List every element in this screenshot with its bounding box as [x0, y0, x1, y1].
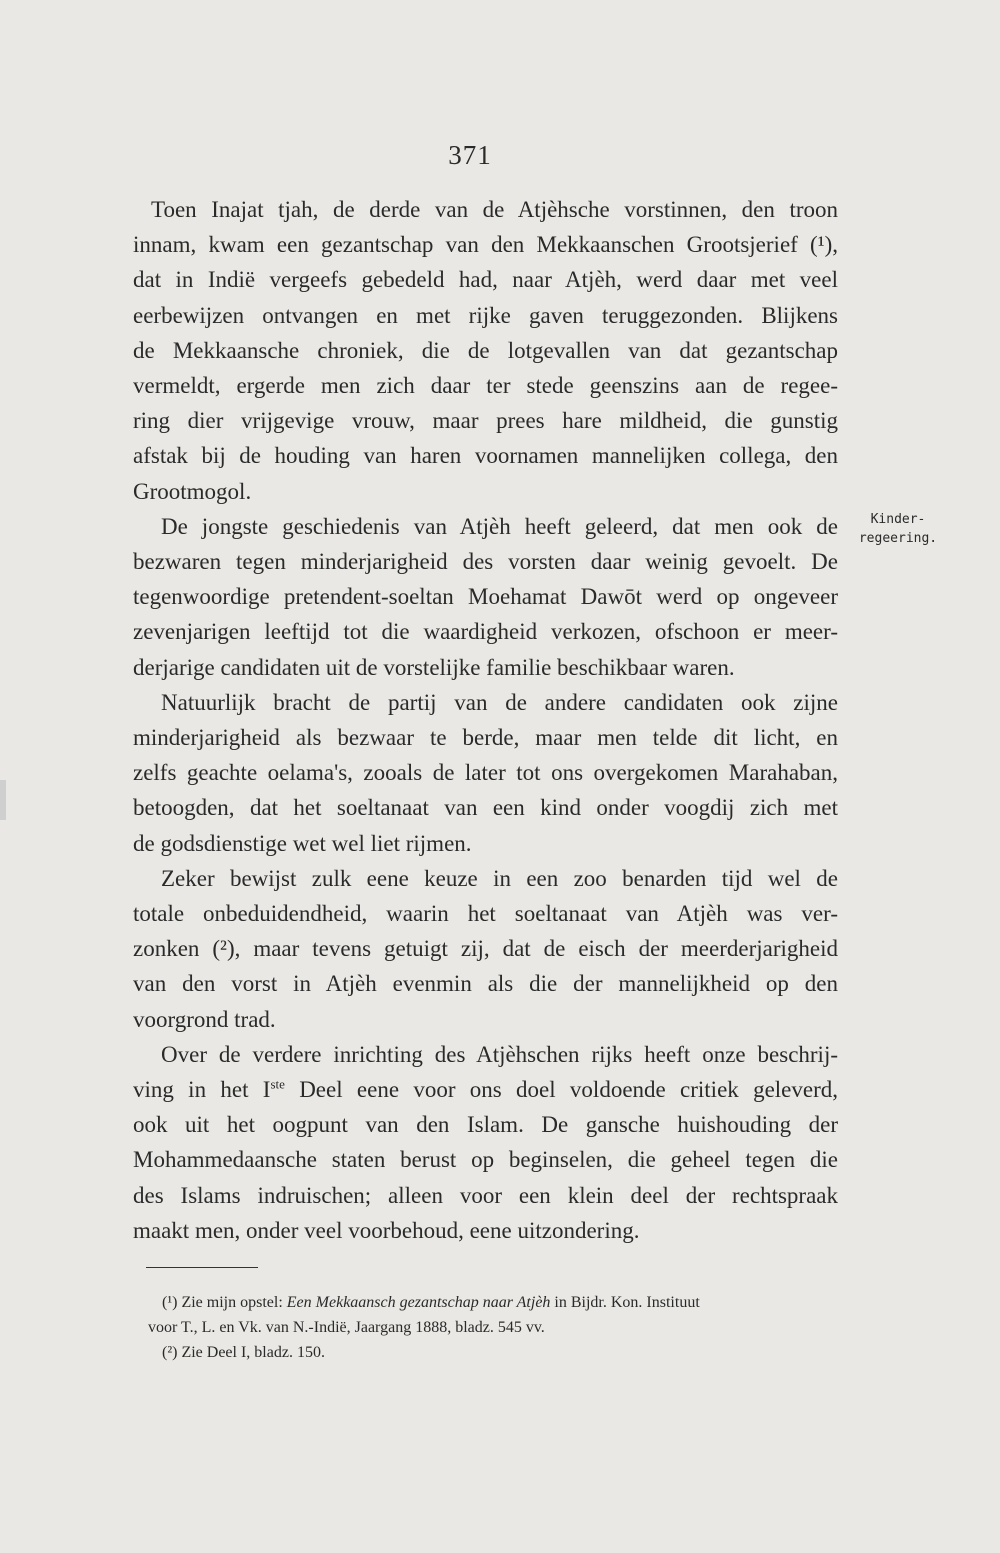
scan-edge-mark: [0, 780, 6, 820]
margin-note: [848, 510, 948, 548]
text-line: Grootmogol.: [133, 478, 252, 504]
paragraph-3: [133, 685, 838, 861]
text-line: maakt men, onder veel voorbehoud, eene uitzondering.: [133, 1217, 640, 1243]
text-line: afstak bij de houding van haren voornamen mannelijken collega, den: [133, 443, 838, 469]
text-line: voorgrond trad.: [133, 1006, 276, 1032]
text-line: De jongste geschiedenis van Atjèh heeft geleerd, dat men ook de: [161, 513, 838, 539]
footnote-text: Zie mijn opstel:: [181, 1294, 283, 1311]
text-line: zonken (²), maar tevens getuigt zij, dat de eisch der meerderjarigheid: [133, 936, 838, 962]
text-line: innam, kwam een gezantschap van den Mekkaanschen Grootsjerief (¹),: [133, 232, 838, 258]
text-line: eerbewijzen ontvangen en met rijke gaven teruggezonden. Blijkens: [133, 302, 838, 328]
paragraph-4: [133, 861, 838, 1037]
text-line: ring dier vrijgevige vrouw, maar prees hare mildheid, die gunstig: [133, 408, 838, 434]
footnote-rule: [146, 1267, 258, 1268]
text-line: derjarige candidaten uit de vorstelijke familie beschikbaar waren.: [133, 654, 735, 680]
text-line: Mohammedaansche staten berust op beginselen, die geheel tegen die: [133, 1147, 838, 1173]
footnote-text: in Bijdr. Kon. Instituut: [554, 1294, 700, 1311]
footnote-text: Zie Deel I, bladz. 150.: [181, 1344, 325, 1361]
text-line: de godsdienstige wet wel liet rijmen.: [133, 830, 472, 856]
body-text: [133, 192, 838, 1248]
text-line: des Islams indruischen; alleen voor een klein deel der rechtspraak: [133, 1182, 838, 1208]
text-line: de Mekkaansche chroniek, die de lotgevallen van dat gezantschap: [133, 337, 838, 363]
text-line: tegenwoordige pretendent-soeltan Moehamat Dawōt werd op ongeveer: [133, 584, 838, 610]
margin-note-line: regeering.: [858, 531, 938, 546]
page-number: 371: [448, 140, 492, 170]
footnote-marker: (¹): [162, 1294, 178, 1311]
text-line: Natuurlijk bracht de partij van de andere candidaten ook zijne: [161, 689, 838, 715]
footnote-1-continued: voor T., L. en Vk. van N.-Indië, Jaargang 1888, bladz. 545 vv.: [148, 1319, 545, 1336]
footnote-1: [148, 1290, 858, 1315]
footnote-marker: (²): [162, 1344, 178, 1361]
footnote-2: [148, 1340, 858, 1365]
paragraph-2: [133, 509, 838, 685]
footnote-title: Een Mekkaansch gezantschap naar Atjèh: [286, 1294, 551, 1311]
margin-note-line: Kinder-: [870, 512, 926, 527]
text-line: Zeker bewijst zulk eene keuze in een zoo benarden tijd wel de: [161, 865, 838, 891]
text-line: bezwaren tegen minderjarigheid des vorsten daar weinig gevoelt. De: [133, 549, 838, 575]
text-line: ving in het Iste Deel eene voor ons doel voldoende critiek geleverd,: [133, 1076, 838, 1103]
text-line: vermeldt, ergerde men zich daar ter stede geenszins aan de regee-: [133, 373, 838, 399]
text-line: ook uit het oogpunt van den Islam. De gansche huishouding der: [133, 1112, 838, 1138]
text-line: totale onbeduidendheid, waarin het soeltanaat van Atjèh was ver-: [133, 901, 838, 927]
superscript: ste: [270, 1076, 285, 1092]
text-line: zelfs geachte oelama's, zooals de later tot ons overgekomen Marahaban,: [133, 760, 838, 786]
text-line: Over de verdere inrichting des Atjèhschen rijks heeft onze beschrij-: [161, 1041, 838, 1067]
text-line: minderjarigheid als bezwaar te berde, maar men telde dit licht, en: [133, 725, 838, 751]
text-line: zevenjarigen leeftijd tot die waardigheid verkozen, ofschoon er meer-: [133, 619, 838, 645]
footnotes: [148, 1290, 858, 1365]
text-line: van den vorst in Atjèh evenmin als die der mannelijkheid op den: [133, 971, 838, 997]
paragraph-5: [133, 1037, 838, 1248]
text-line: betoogden, dat het soeltanaat van een kind onder voogdij zich met: [133, 795, 838, 821]
text-line: Toen Inajat tjah, de derde van de Atjèhsche vorstinnen, den troon: [151, 197, 838, 222]
paragraph-1: [133, 192, 838, 509]
text-line: dat in Indië vergeefs gebedeld had, naar Atjèh, werd daar met veel: [133, 267, 838, 293]
